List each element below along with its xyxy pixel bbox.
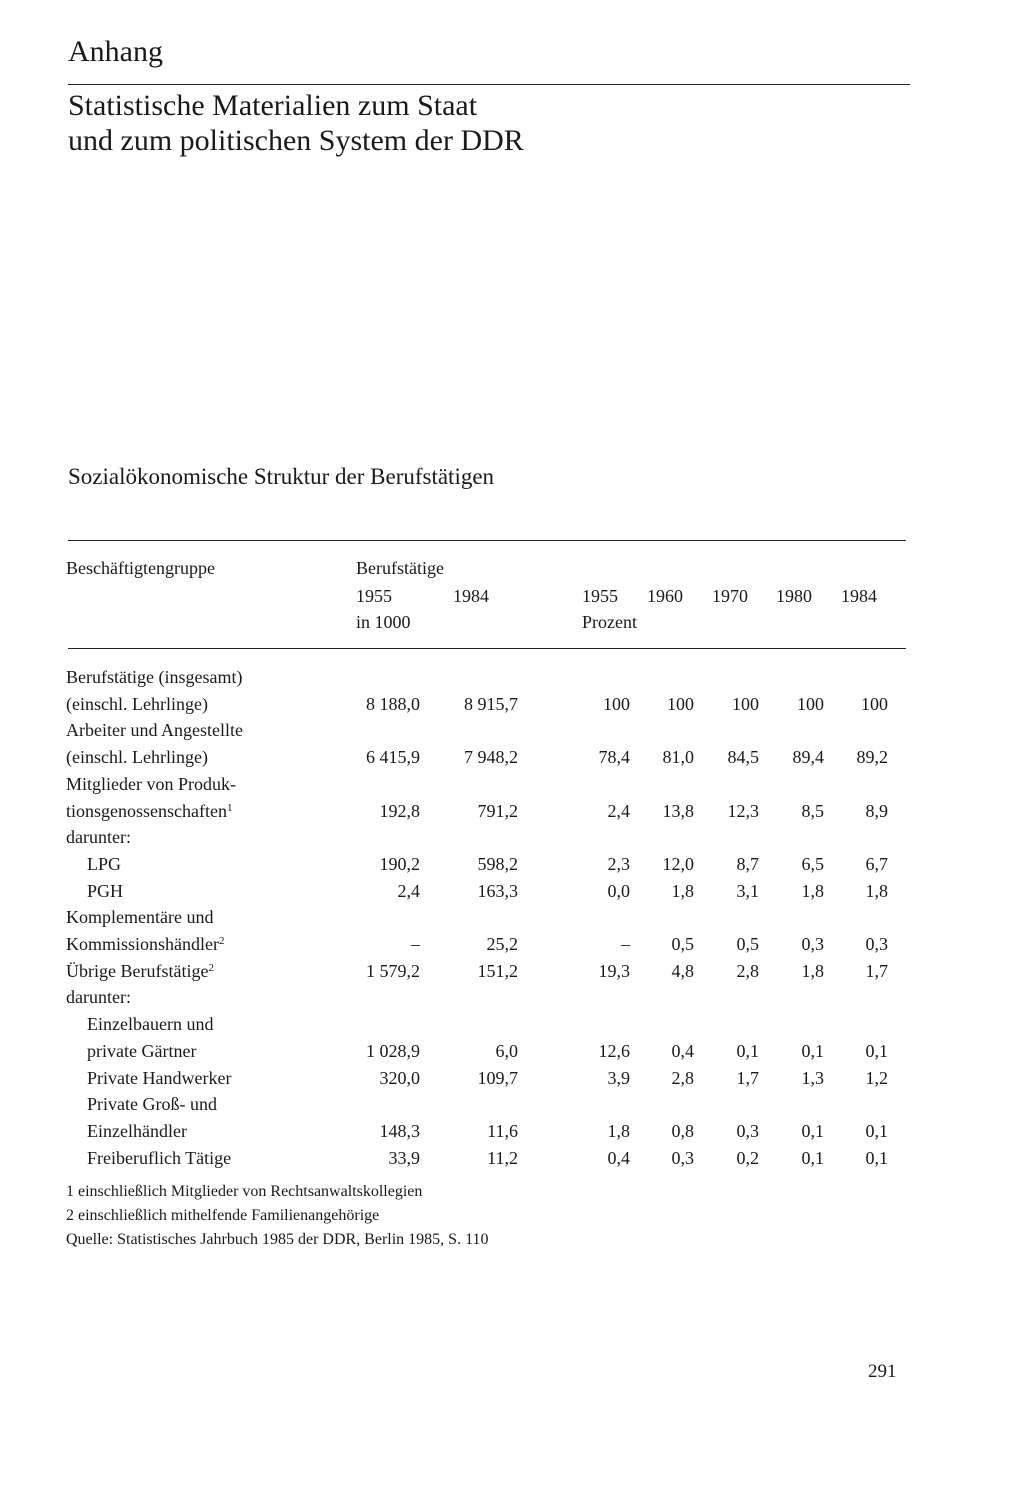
table-row [0,931,1024,957]
header-rule [68,84,910,85]
row-label-text: (einschl. Lehrlinge) [66,693,208,714]
table-cell: 8 915,7 [464,693,518,714]
header-pct-year-1984: 1984 [841,586,877,606]
table-cell: 0,3 [865,934,888,954]
table-cell: 12,3 [727,800,759,821]
row-label-text: Mitglieder von Produk- [66,773,236,794]
table-row [0,1145,1024,1171]
table-cell: 6,7 [865,853,888,874]
table-cell: 1,3 [801,1067,824,1088]
table-cell: 84,5 [727,747,759,768]
row-label-text: Übrige Berufstätige [66,960,209,981]
table-cell: 13,8 [662,800,694,821]
table-row [0,984,1024,1010]
row-label-text: (einschl. Lehrlinge) [66,747,208,768]
table-row [0,771,1024,797]
table-cell: 100 [797,693,824,714]
footnote-marker: 2 [219,935,225,947]
footnote-2: 2 einschließlich mithelfende Familienangehörige [66,1207,380,1224]
row-label-text: LPG [87,853,122,874]
table-cell: 1,8 [801,880,824,901]
table-cell: 3,9 [607,1067,630,1088]
row-label [87,1065,231,1091]
row-label-text: tionsgenossenschaften [66,800,227,821]
table-row [0,744,1024,770]
table-cell: 0,3 [671,1147,694,1168]
row-label-text: darunter: [66,827,131,848]
table-cell: 2,3 [607,853,630,874]
table-cell: 0,1 [801,1120,824,1141]
table-cell: 100 [667,693,694,714]
table-cell: 25,2 [486,934,518,954]
table-cell: 0,2 [736,1147,759,1168]
source-note: Quelle: Statistisches Jahrbuch 1985 der DDR, Berlin 1985, S. 110 [66,1231,489,1248]
table-cell: 0,3 [801,934,824,954]
table-cell: 0,1 [865,1040,888,1061]
table-cell: 12,6 [598,1040,630,1061]
row-label [66,824,131,850]
table-title: Sozialökonomische Struktur der Berufstätigen [68,464,495,489]
row-label [66,717,243,743]
table-row [0,717,1024,743]
table-cell: 1,8 [671,880,694,901]
row-label [87,1118,187,1144]
table-cell: 1,8 [801,960,824,981]
table-cell: 1,8 [607,1120,630,1141]
header-pct-unit: Prozent [582,612,637,632]
row-label-text: Komplementäre und [66,907,214,928]
table-cell: 89,2 [856,747,888,768]
table-cell: 100 [861,693,888,714]
header-abs-year-1984: 1984 [453,586,489,606]
table-row [0,878,1024,904]
table-row [0,851,1024,877]
row-label-text: Private Groß- und [87,1094,217,1115]
header-pct-year-1970: 1970 [712,586,748,606]
page-number: 291 [868,1361,897,1382]
table-cell: 11,6 [487,1120,518,1141]
row-label-text: darunter: [66,987,131,1008]
table-row [0,1011,1024,1037]
header-abs-unit: in 1000 [356,612,411,632]
header-abs-year-1955: 1955 [356,586,392,606]
table-cell: 8 188,0 [366,693,420,714]
table-row [0,1065,1024,1091]
table-cell: 6,5 [801,853,824,874]
table-cell: 89,4 [792,747,824,768]
table-cell: 2,8 [671,1067,694,1088]
table-cell: 2,4 [397,880,420,901]
table-cell: 8,7 [736,853,759,874]
row-label [87,851,121,877]
row-label [87,878,123,904]
row-label-text: Arbeiter und Angestellte [66,720,243,741]
header-abs-title: Berufstätige [356,558,444,578]
table-cell: 0,5 [736,934,759,954]
table-cell: 1,8 [865,880,888,901]
table-row [0,691,1024,717]
row-label [66,664,242,690]
footnote-marker: 1 [226,801,233,814]
row-label [66,984,131,1010]
table-cell: 8,9 [865,800,888,821]
table-cell: 7 948,2 [464,747,518,768]
table-cell: 8,5 [801,800,824,821]
row-label-text: Einzelbauern und [87,1014,214,1035]
table-cell: 0,8 [671,1120,694,1141]
header-pct-year-1960: 1960 [647,586,683,606]
table-cell: 78,4 [598,747,630,768]
table-cell: 0,0 [607,880,630,901]
row-label [66,904,213,930]
table-cell: 163,3 [477,880,518,901]
table-cell: 1 028,9 [366,1040,420,1061]
table-cell: 0,1 [736,1040,759,1061]
table-row [0,824,1024,850]
table-cell: 6 415,9 [366,747,420,768]
row-label [66,931,225,957]
table-cell: 1,7 [736,1067,759,1088]
row-label-text: Private Handwerker [87,1067,232,1088]
page-title-line-2: und zum politischen System der DDR [68,124,524,157]
table-cell: 0,5 [671,934,694,954]
table-cell: 0,1 [801,1147,824,1168]
table-cell: 192,8 [379,800,420,821]
table-cell: 11,2 [487,1147,518,1168]
table-cell: 151,2 [477,960,518,981]
header-pct-year-1980: 1980 [776,586,812,606]
table-cell: 81,0 [662,747,694,768]
table-cell: 12,0 [662,853,694,874]
table-cell: 0,1 [865,1120,888,1141]
table-row [0,1118,1024,1144]
row-label [66,771,236,797]
table-cell: 3,1 [736,880,759,901]
table-cell: 0,1 [865,1147,888,1168]
table-cell: 33,9 [388,1147,420,1168]
table-row [0,958,1024,984]
table-cell: – [411,934,420,954]
table-cell: 0,1 [801,1040,824,1061]
row-label [66,744,208,770]
row-label [87,1038,196,1064]
row-label [66,691,208,717]
page-title [68,88,524,158]
table-row [0,664,1024,690]
header-group: Beschäftigtengruppe [66,558,215,578]
table-row [0,1038,1024,1064]
row-label-text: Freiberuflich Tätige [87,1147,232,1168]
table-cell: 190,2 [379,853,420,874]
table-top-rule [68,540,906,541]
table-cell: 4,8 [671,960,694,981]
table-cell: 2,4 [607,800,630,821]
footnote-1: 1 einschließlich Mitglieder von Rechtsanwaltskollegien [66,1183,423,1200]
row-label [66,798,232,824]
row-label [87,1011,213,1037]
row-label-text: private Gärtner [87,1040,197,1061]
row-label-text: Berufstätige (insgesamt) [66,667,243,687]
chapter-heading: Anhang [68,35,163,68]
row-label [66,958,214,984]
table-cell: 598,2 [477,853,518,874]
table-cell: – [621,934,630,954]
table-row [0,1091,1024,1117]
row-label [87,1091,217,1117]
table-cell: 6,0 [495,1040,518,1061]
row-label-text: Einzelhändler [87,1120,187,1141]
table-cell: 100 [732,693,759,714]
table-cell: 0,3 [736,1120,759,1141]
table-cell: 1,2 [865,1067,888,1088]
table-cell: 109,7 [477,1067,518,1088]
footnote-marker: 2 [208,961,214,974]
row-label [87,1145,231,1171]
table-cell: 19,3 [598,960,630,981]
table-header-rule [68,648,906,649]
table-cell: 0,4 [607,1147,630,1168]
table-cell: 1 579,2 [366,960,420,981]
header-pct-year-1955: 1955 [582,586,618,606]
table-cell: 100 [603,693,630,714]
table-cell: 0,4 [671,1040,694,1061]
table-row [0,798,1024,824]
row-label-text: PGH [87,880,124,901]
table-cell: 2,8 [736,960,759,981]
table-cell: 1,7 [865,960,888,981]
row-label-text: Kommissionshändler [66,934,219,954]
page-title-line-1: Statistische Materialien zum Staat [68,89,478,122]
table-row [0,904,1024,930]
table-cell: 791,2 [477,800,518,821]
table-cell: 148,3 [379,1120,420,1141]
table-cell: 320,0 [379,1067,420,1088]
